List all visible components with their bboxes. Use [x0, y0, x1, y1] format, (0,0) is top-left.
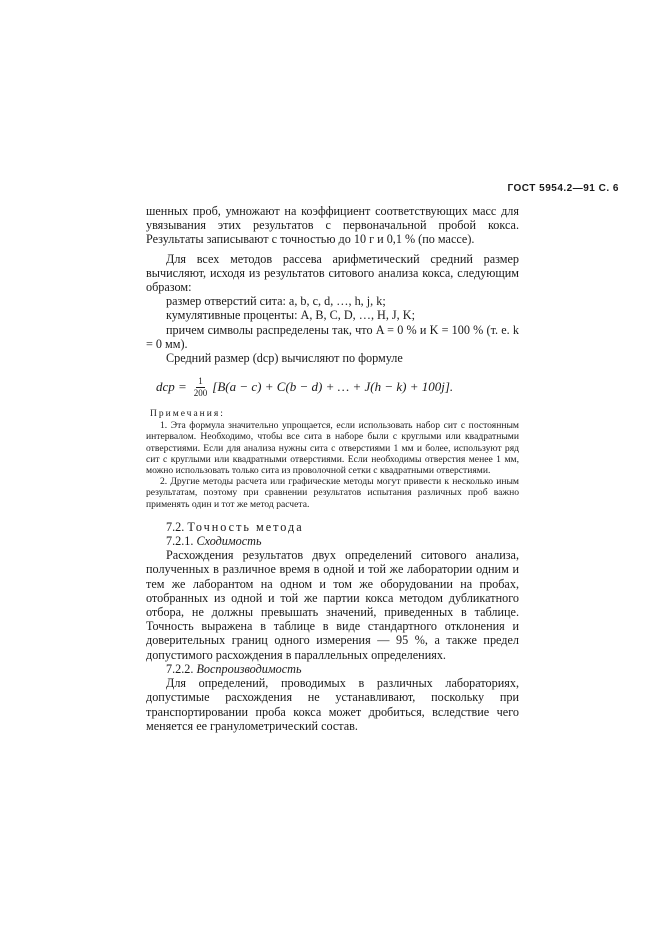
note-2: 2. Другие методы расчета или графические методы могут привести к несколько иным результатам, поэтому при сравнении результатов испытания различных проб важно применять один и тот же метод расчета. — [146, 476, 519, 510]
mean-size-formula — [156, 373, 519, 401]
notes-title: Примечания: — [150, 409, 225, 420]
section-heading — [146, 520, 519, 534]
subsection-2-heading — [146, 662, 519, 676]
formula-fraction — [192, 376, 210, 399]
subsection-1-text: Расхождения результатов двух определений ситового анализа, полученных в различное время в одной и той же лаборатории одним и тем же лаборантом на одном и том же оборудовании на пробах, отобранных из одной и той же партии кокса методом дубликатного отбора, не должны превышать значений, приведенных в таблице. Точность выражена в таблице в виде стандартного отклонения и доверительных границ одного измерения — 95 %, а также предел допустимого расхождения в параллельных определениях. — [146, 548, 519, 662]
page-content — [146, 204, 519, 733]
subsection-2-text: Для определений, проводимых в различных лабораториях, допустимые расхождения не устанавливают, поскольку при транспортировании проба кокса может дробиться, вследствие чего меняется ее гранулометрический состав. — [146, 676, 519, 733]
cumulative-percents-line: кумулятивные проценты: A, B, C, D, …, H, J, K; — [166, 308, 415, 323]
paragraph-mean-size-intro: Для всех методов рассева арифметический средний размер вычисляют, исходя из результатов ситового анализа кокса, следующим образом: — [146, 251, 519, 295]
formula-denominator: 200 — [193, 387, 208, 398]
formula-numerator: 1 — [198, 375, 203, 386]
subsection-2-number: 7.2.2. — [166, 661, 194, 676]
sieve-sizes-line: размер отверстий сита: a, b, c, d, …, h, j, k; — [166, 294, 386, 309]
note-1: 1. Эта формула значительно упрощается, если использовать набор сит с постоянным интервалом. Необходимо, чтобы все сита в наборе были с круглыми или квадратными отверстиями. Если для анализа нужны сита с отверстиями 1 мм и более, используют ряд сит с круглыми или квадратными отверстиями. Если необходимы отверстия менее 1 мм, можно использовать только сита из проволочной сетки с квадратными отверстиями. — [146, 420, 519, 477]
subsection-2-title: Воспроизводимость — [196, 661, 302, 676]
subsection-1-title: Сходимость — [196, 534, 262, 549]
page-header: ГОСТ 5954.2—91 С. 6 — [507, 183, 619, 194]
subsection-1-number: 7.2.1. — [166, 534, 194, 549]
mean-size-line: Средний размер (dср) вычисляют по формуле — [166, 351, 403, 366]
section-title: Точность метода — [187, 519, 304, 534]
symbols-distribution-line: причем символы распределены так, что A = 0 % и K = 100 % (т. е. k = 0 мм). — [146, 322, 519, 351]
paragraph-sample-mass: шенных проб, умножают на коэффициент соответствующих масс для увязывания этих результатов с первоначальной пробой кокса. Результаты записывают с точностью до 10 г и 0,1 % (по массе). — [146, 204, 519, 247]
formula-rhs: [B(a − c) + C(b − d) + … + J(h − k) + 100j]. — [212, 379, 454, 395]
section-number: 7.2. — [166, 519, 185, 534]
subsection-1-heading — [146, 534, 519, 548]
formula-lhs: dср = — [156, 379, 187, 395]
